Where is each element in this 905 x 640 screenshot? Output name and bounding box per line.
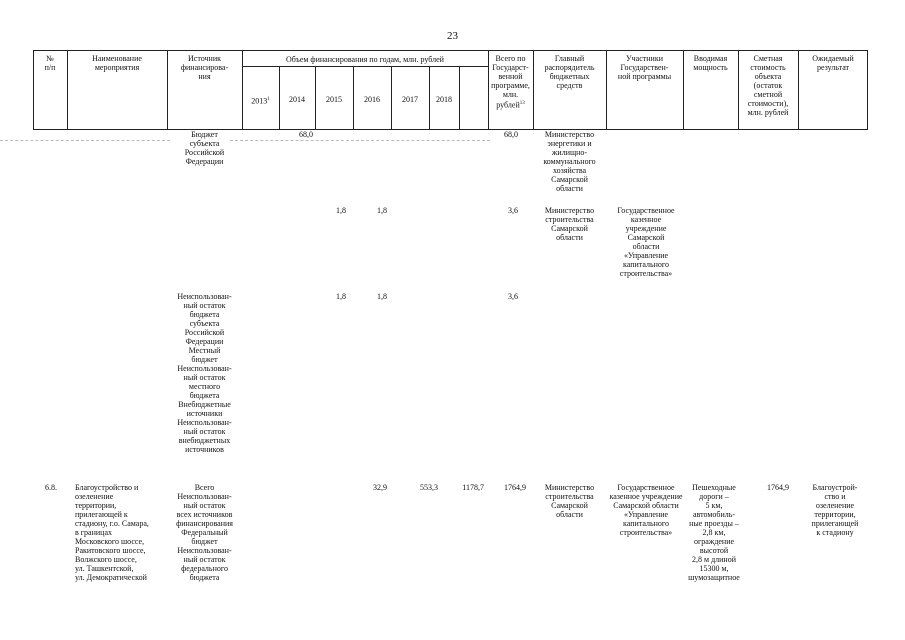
r4-total: 1764,9 [504,483,526,492]
r1-total: 68,0 [504,130,518,139]
page-number: 23 [447,30,458,42]
table-header [33,50,868,130]
col-admin-header: Главный распорядитель бюджетных средств [544,54,595,90]
col-num-header: № п/п [44,54,56,72]
scan-artifact [230,140,490,141]
r4-2018: 1178,7 [462,483,484,492]
r1-source: Бюджет субъекта Российской Федерации [184,130,225,166]
r4-name: Благоустройство и озеленение территории, прилегающей к стадиону, г.о. Самара, в границах Московского шоссе, Ракитовского шоссе, Волжского шоссе, ул. Ташкентской, ул. Демократической [75,483,149,582]
r4-admin: Министерство строительства Самарской области [544,483,595,519]
r4-capacity: Пешеходные дороги – 5 км, автомобиль- ные проезды – 2,8 км, ограждение высотой 2,8 м длиной 15300 м, шумозащитное [688,483,740,582]
col-2014-header: 2014 [289,95,305,104]
col-total-header: Всего по Государст- венной программе, млн. рублей$^{13}$ [491,54,530,110]
col-2016-header: 2016 [364,95,380,104]
r3-source: Неиспользован- ный остаток бюджета субъекта Российской Федерации Местный бюджет Неиспользован- ный остаток местного бюджета Внебюджетные источники Неиспользован- ный остаток внебюджетных источников [177,292,232,454]
r4-num: 6.8. [45,483,57,492]
r4-source: Всего Неиспользован- ный остаток всех источников финансирования Федеральный бюджет Неиспользован- ный остаток федерального бюджета [176,483,233,582]
r2-2015: 1,8 [336,206,346,215]
r4-participant: Государственное казенное учреждение Самарской области «Управление капитального строительства» [609,483,683,537]
col-2017-header: 2017 [402,95,418,104]
col-2018-header: 2018 [436,95,452,104]
col-name-header: Наименование мероприятия [92,54,142,72]
col-source-header: Источник финансирова- ния [180,54,229,81]
r3-2016: 1,8 [377,292,387,301]
r2-2016: 1,8 [377,206,387,215]
r4-cost: 1764,9 [767,483,789,492]
col-cost-header: Сметная стоимость объекта (остаток сметной стоимости), млн. рублей [747,54,789,117]
col-2013-header: 2013$^1$ [251,96,270,106]
r2-participant: Государственное казенное учреждение Самарской области «Управление капитального строительства» [617,206,675,278]
r1-2014: 68,0 [299,130,313,139]
col-capacity-header: Вводимая мощность [693,54,728,72]
r3-total: 3,6 [508,292,518,301]
scan-artifact [0,140,170,141]
r3-2015: 1,8 [336,292,346,301]
r2-total: 3,6 [508,206,518,215]
r1-admin: Министерство энергетики и жилищно- коммунального хозяйства Самарской области [543,130,596,193]
col-2015-header: 2015 [326,95,342,104]
r4-2017: 553,3 [420,483,438,492]
col-participants-header: Участники Государствен- ной программы [617,54,672,81]
col-volume-header: Объем финансирования по годам, млн. рублей [286,55,444,64]
col-result-header: Ожидаемый результат [812,54,854,72]
r4-result: Благоустрой- ство и озеленение территории, прилегающей к стадиону [811,483,859,537]
r4-2016: 32,9 [373,483,387,492]
r2-admin: Министерство строительства Самарской области [544,206,595,242]
